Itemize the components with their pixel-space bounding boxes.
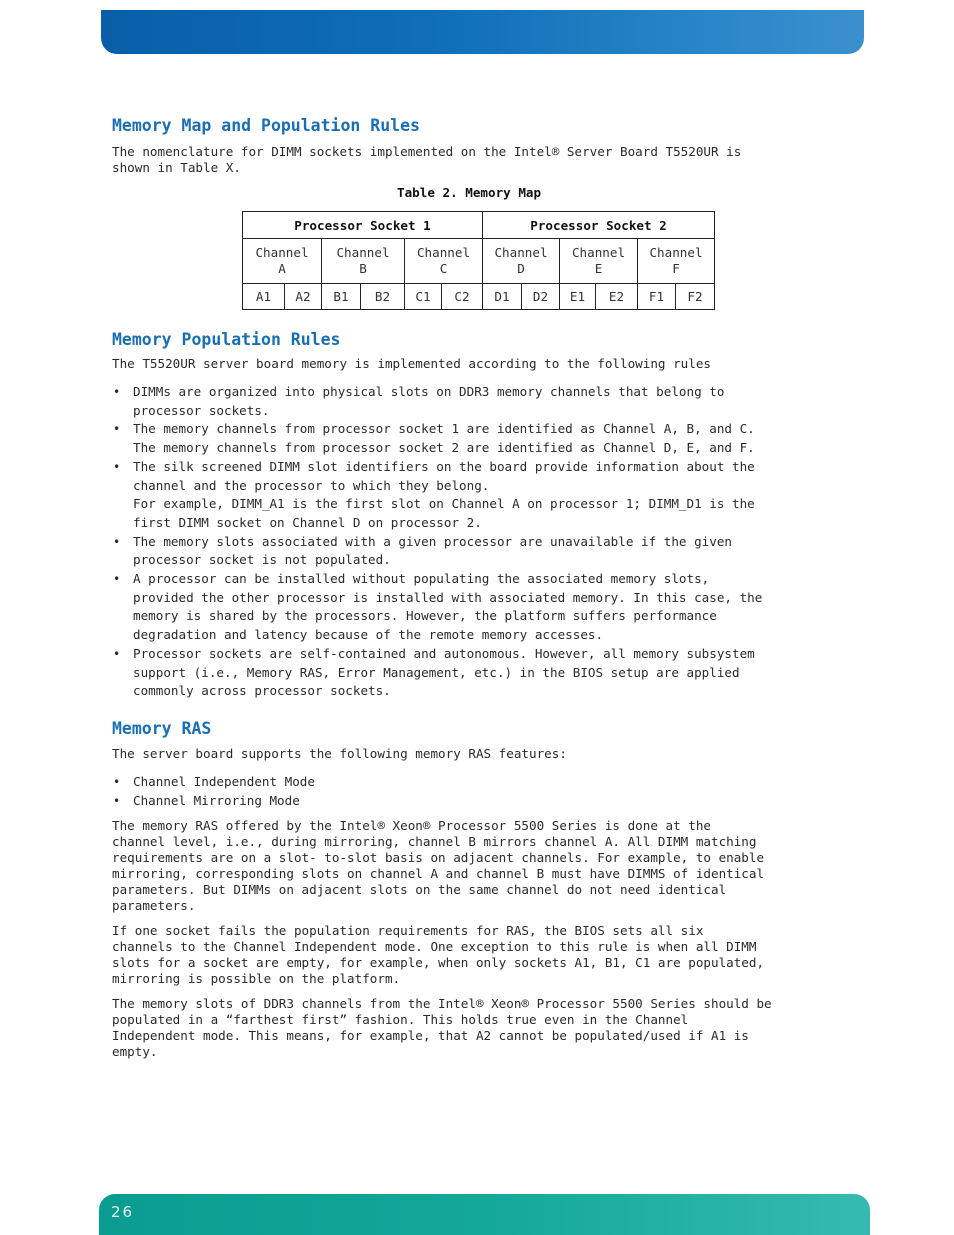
bullet-icon: • <box>113 459 121 474</box>
population-rules-intro: The T5520UR server board memory is implemented according to the following rules <box>112 356 711 371</box>
table-cell-channel: Channel F <box>638 239 715 284</box>
bullet-icon: • <box>113 534 121 549</box>
bullet-icon: • <box>113 775 121 789</box>
bullet-icon: • <box>113 385 121 399</box>
list-item: • A processor can be installed without populating the associated memory slots, provided the other processor is installed with associated memory. In this case, the memory is shared by the processors. However, the platform suffers performance degradation and latency because of the remote memory accesses. <box>113 571 763 643</box>
table-cell-slot: D1 <box>483 284 522 310</box>
memory-ras-list <box>112 773 827 810</box>
list-item: • The memory slots associated with a given processor are unavailable if the given processor socket is not populated. <box>113 533 732 568</box>
list-item: • The silk screened DIMM slot identifiers on the board provide information about the channel and the processor to which they belong. For example, DIMM_A1 is the first slot on Channel A on processor 1; DIMM_D1 is the first DIMM socket on Channel D on processor 2. <box>113 458 755 530</box>
table-cell-slot: C2 <box>442 284 483 310</box>
footer-banner <box>99 1194 870 1235</box>
list-item: • Channel Mirroring Mode <box>112 792 827 811</box>
table-cell-channel: Channel C <box>405 239 483 284</box>
bullet-icon: • <box>113 422 121 437</box>
table-cell-slot: E2 <box>596 284 638 310</box>
bullet-icon: • <box>113 793 121 808</box>
table-cell-slot: B2 <box>361 284 405 310</box>
population-rules-list <box>112 383 827 701</box>
section-heading-memory-map: Memory Map and Population Rules <box>112 116 420 135</box>
table-cell-slot: D2 <box>522 284 560 310</box>
table-cell-slot: E1 <box>560 284 596 310</box>
bullet-icon: • <box>113 572 121 587</box>
bullet-icon: • <box>113 646 121 661</box>
table-cell-slot: C1 <box>405 284 442 310</box>
memory-ras-paragraph-2: If one socket fails the population requirements for RAS, the BIOS sets all six channels to the Channel Independent mode. One exception to this rule is when all DIMM slots for a socket are empty, for example, when only sockets A1, B1, C1 are populated, mirroring is possible on the platform. <box>112 923 765 986</box>
table-cell-channel: Channel B <box>322 239 405 284</box>
memory-map-intro: The nomenclature for DIMM sockets implemented on the Intel® Server Board T5520UR is shown in Table X. <box>112 144 742 175</box>
table-cell-slot: F1 <box>638 284 676 310</box>
memory-map-table <box>242 211 715 310</box>
list-item: • Channel Independent Mode <box>112 773 827 792</box>
table-cell-channel: Channel A <box>243 239 322 284</box>
memory-ras-intro: The server board supports the following memory RAS features: <box>112 746 567 761</box>
list-item: • Processor sockets are self-contained and autonomous. However, all memory subsystem support (i.e., Memory RAS, Error Management, etc.) in the BIOS setup are applied commonly across processor sockets. <box>113 645 755 699</box>
table-header-socket-1: Processor Socket 1 <box>243 212 483 239</box>
list-item: • The memory channels from processor socket 1 are identified as Channel A, B, and C. The memory channels from processor socket 2 are identified as Channel D, E, and F. <box>113 421 755 456</box>
table-header-socket-2: Processor Socket 2 <box>483 212 715 239</box>
memory-ras-paragraph-1: The memory RAS offered by the Intel® Xeon® Processor 5500 Series is done at the channel level, i.e., during mirroring, channel B mirrors channel A. All DIMM matching requirements are on a slot- to-slot basis on adjacent channels. For example, to enable mirroring, corresponding slots on channel A and channel B must have DIMMS of identical parameters. But DIMMs on adjacent slots on the same channel do not need identical parameters. <box>112 818 765 913</box>
header-banner <box>101 10 864 54</box>
table-cell-channel: Channel D <box>483 239 560 284</box>
table-caption: Table 2. Memory Map <box>397 185 542 200</box>
memory-ras-paragraph-3: The memory slots of DDR3 channels from the Intel® Xeon® Processor 5500 Series should be populated in a “farthest first” fashion. This holds true even in the Channel Independent mode. This means, for example, that A2 cannot be populated/used if A1 is empty. <box>112 996 772 1059</box>
table-cell-slot: F2 <box>676 284 715 310</box>
list-item: • DIMMs are organized into physical slots on DDR3 memory channels that belong to processor sockets. <box>113 384 725 418</box>
page-number: 26 <box>111 1203 135 1221</box>
table-cell-slot: B1 <box>322 284 361 310</box>
table-cell-channel: Channel E <box>560 239 638 284</box>
table-cell-slot: A1 <box>243 284 285 310</box>
table-cell-slot: A2 <box>285 284 322 310</box>
section-heading-population-rules: Memory Population Rules <box>112 330 341 349</box>
section-heading-memory-ras: Memory RAS <box>112 719 212 738</box>
